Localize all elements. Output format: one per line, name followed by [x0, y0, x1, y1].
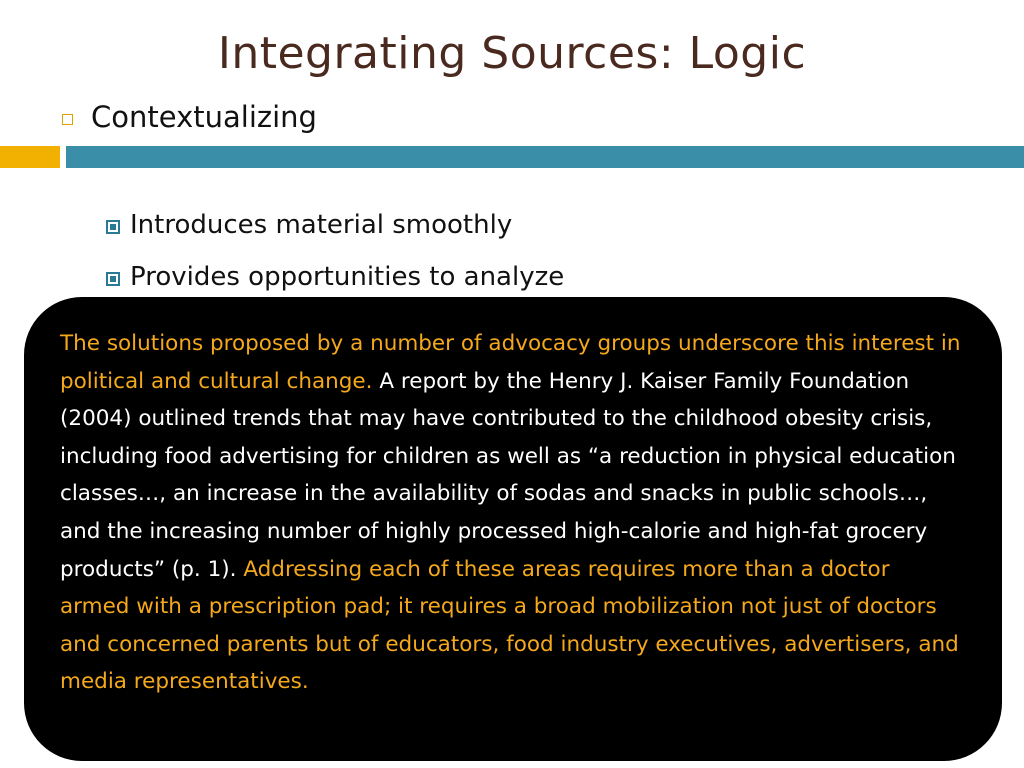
- quote-box: [24, 297, 1002, 761]
- filled-square-bullet-icon: [106, 220, 120, 234]
- bullet-contextualizing: [62, 100, 317, 134]
- filled-square-bullet-icon: [106, 272, 120, 286]
- slide-title: Integrating Sources: Logic: [217, 28, 807, 79]
- bullet-provides-opportunities: [106, 262, 564, 292]
- bullet-l1-label: Contextualizing: [91, 100, 317, 134]
- quote-text: [60, 325, 962, 701]
- bullet-l2-label: Introduces material smoothly: [130, 210, 513, 240]
- accent-bar-orange: [0, 146, 60, 168]
- quote-evidence: A report by the Henry J. Kaiser Family Foundation (2004) outlined trends that may have contributed to the childhood obesity crisis, including food advertising for children as well as “a reduction in physical education classes…, an increase in the availability of sodas and snacks in public schools…, and the increasing number of highly processed high-calorie and high-fat grocery products” (p. 1).: [60, 368, 956, 582]
- quote-highlight-analysis: Addressing each of these areas requires more than a doctor armed with a prescription pad; it requires a broad mobilization not just of doctors and concerned parents but of educators, food industry executives, advertisers, and media representatives.: [60, 556, 959, 695]
- accent-bar-teal: [66, 146, 1024, 168]
- open-square-bullet-icon: [62, 114, 73, 125]
- bullet-introduces-material: [106, 210, 512, 240]
- bullet-l2-label: Provides opportunities to analyze: [130, 262, 565, 292]
- quote-highlight-claim: The solutions proposed by a number of advocacy groups underscore this interest in political and cultural change.: [60, 331, 961, 394]
